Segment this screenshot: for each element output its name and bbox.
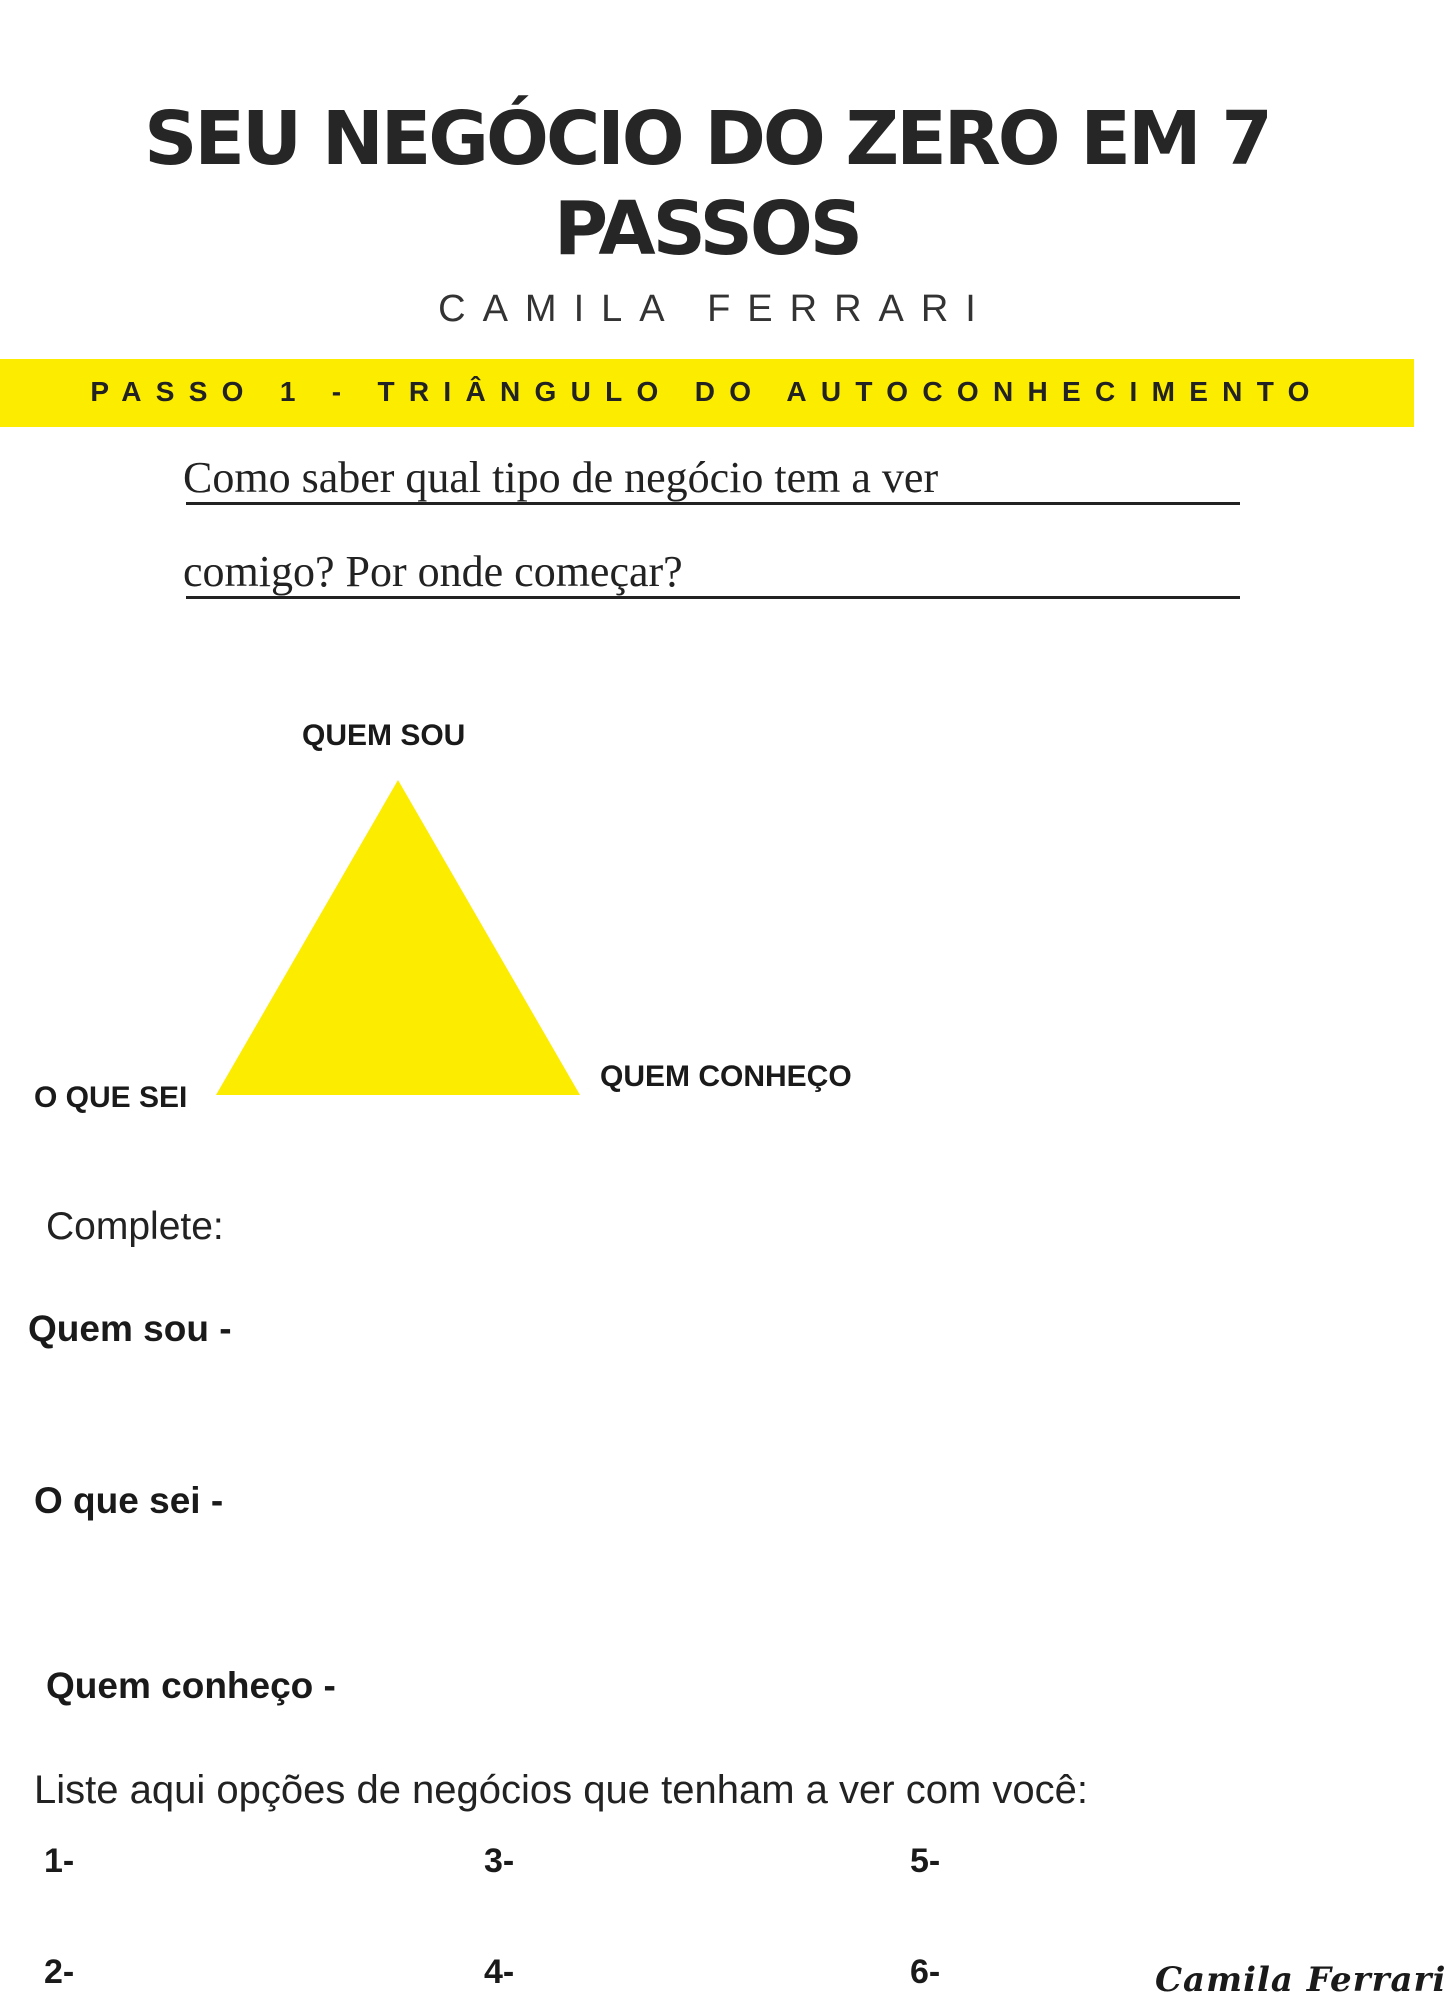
page-title-line2: PASSOS [553, 186, 861, 272]
field-quem-sou: Quem sou - [28, 1308, 232, 1349]
list-item-3: 3- [484, 1842, 515, 1880]
field-quem-conheco: Quem conheço - [46, 1665, 336, 1706]
page-title-line1: SEU NEGÓCIO DO ZERO EM 7 [144, 96, 1270, 182]
list-item-2: 2- [44, 1953, 75, 1991]
list-item-4: 4- [484, 1953, 515, 1991]
complete-heading: Complete: [46, 1205, 224, 1248]
question-line2: comigo? Por onde começar? [183, 547, 683, 596]
list-item-1: 1- [44, 1842, 75, 1880]
step-banner-label: PASSO 1 - TRIÂNGULO DO AUTOCONHECIMENTO [90, 376, 1324, 407]
triangle-label-right: QUEM CONHEÇO [600, 1060, 852, 1093]
triangle-label-top: QUEM SOU [302, 719, 466, 752]
question-line1: Como saber qual tipo de negócio tem a ver [183, 453, 939, 502]
field-o-que-sei: O que sei - [34, 1480, 224, 1521]
list-item-5: 5- [910, 1842, 941, 1880]
author-name: CAMILA FERRARI [438, 288, 993, 330]
triangle-shape [216, 780, 580, 1095]
triangle-label-left: O QUE SEI [34, 1081, 188, 1114]
list-intro: Liste aqui opções de negócios que tenham a ver com você: [34, 1768, 1088, 1812]
list-item-6: 6- [910, 1953, 941, 1991]
signature: Camila Ferrari [1155, 1960, 1446, 2000]
